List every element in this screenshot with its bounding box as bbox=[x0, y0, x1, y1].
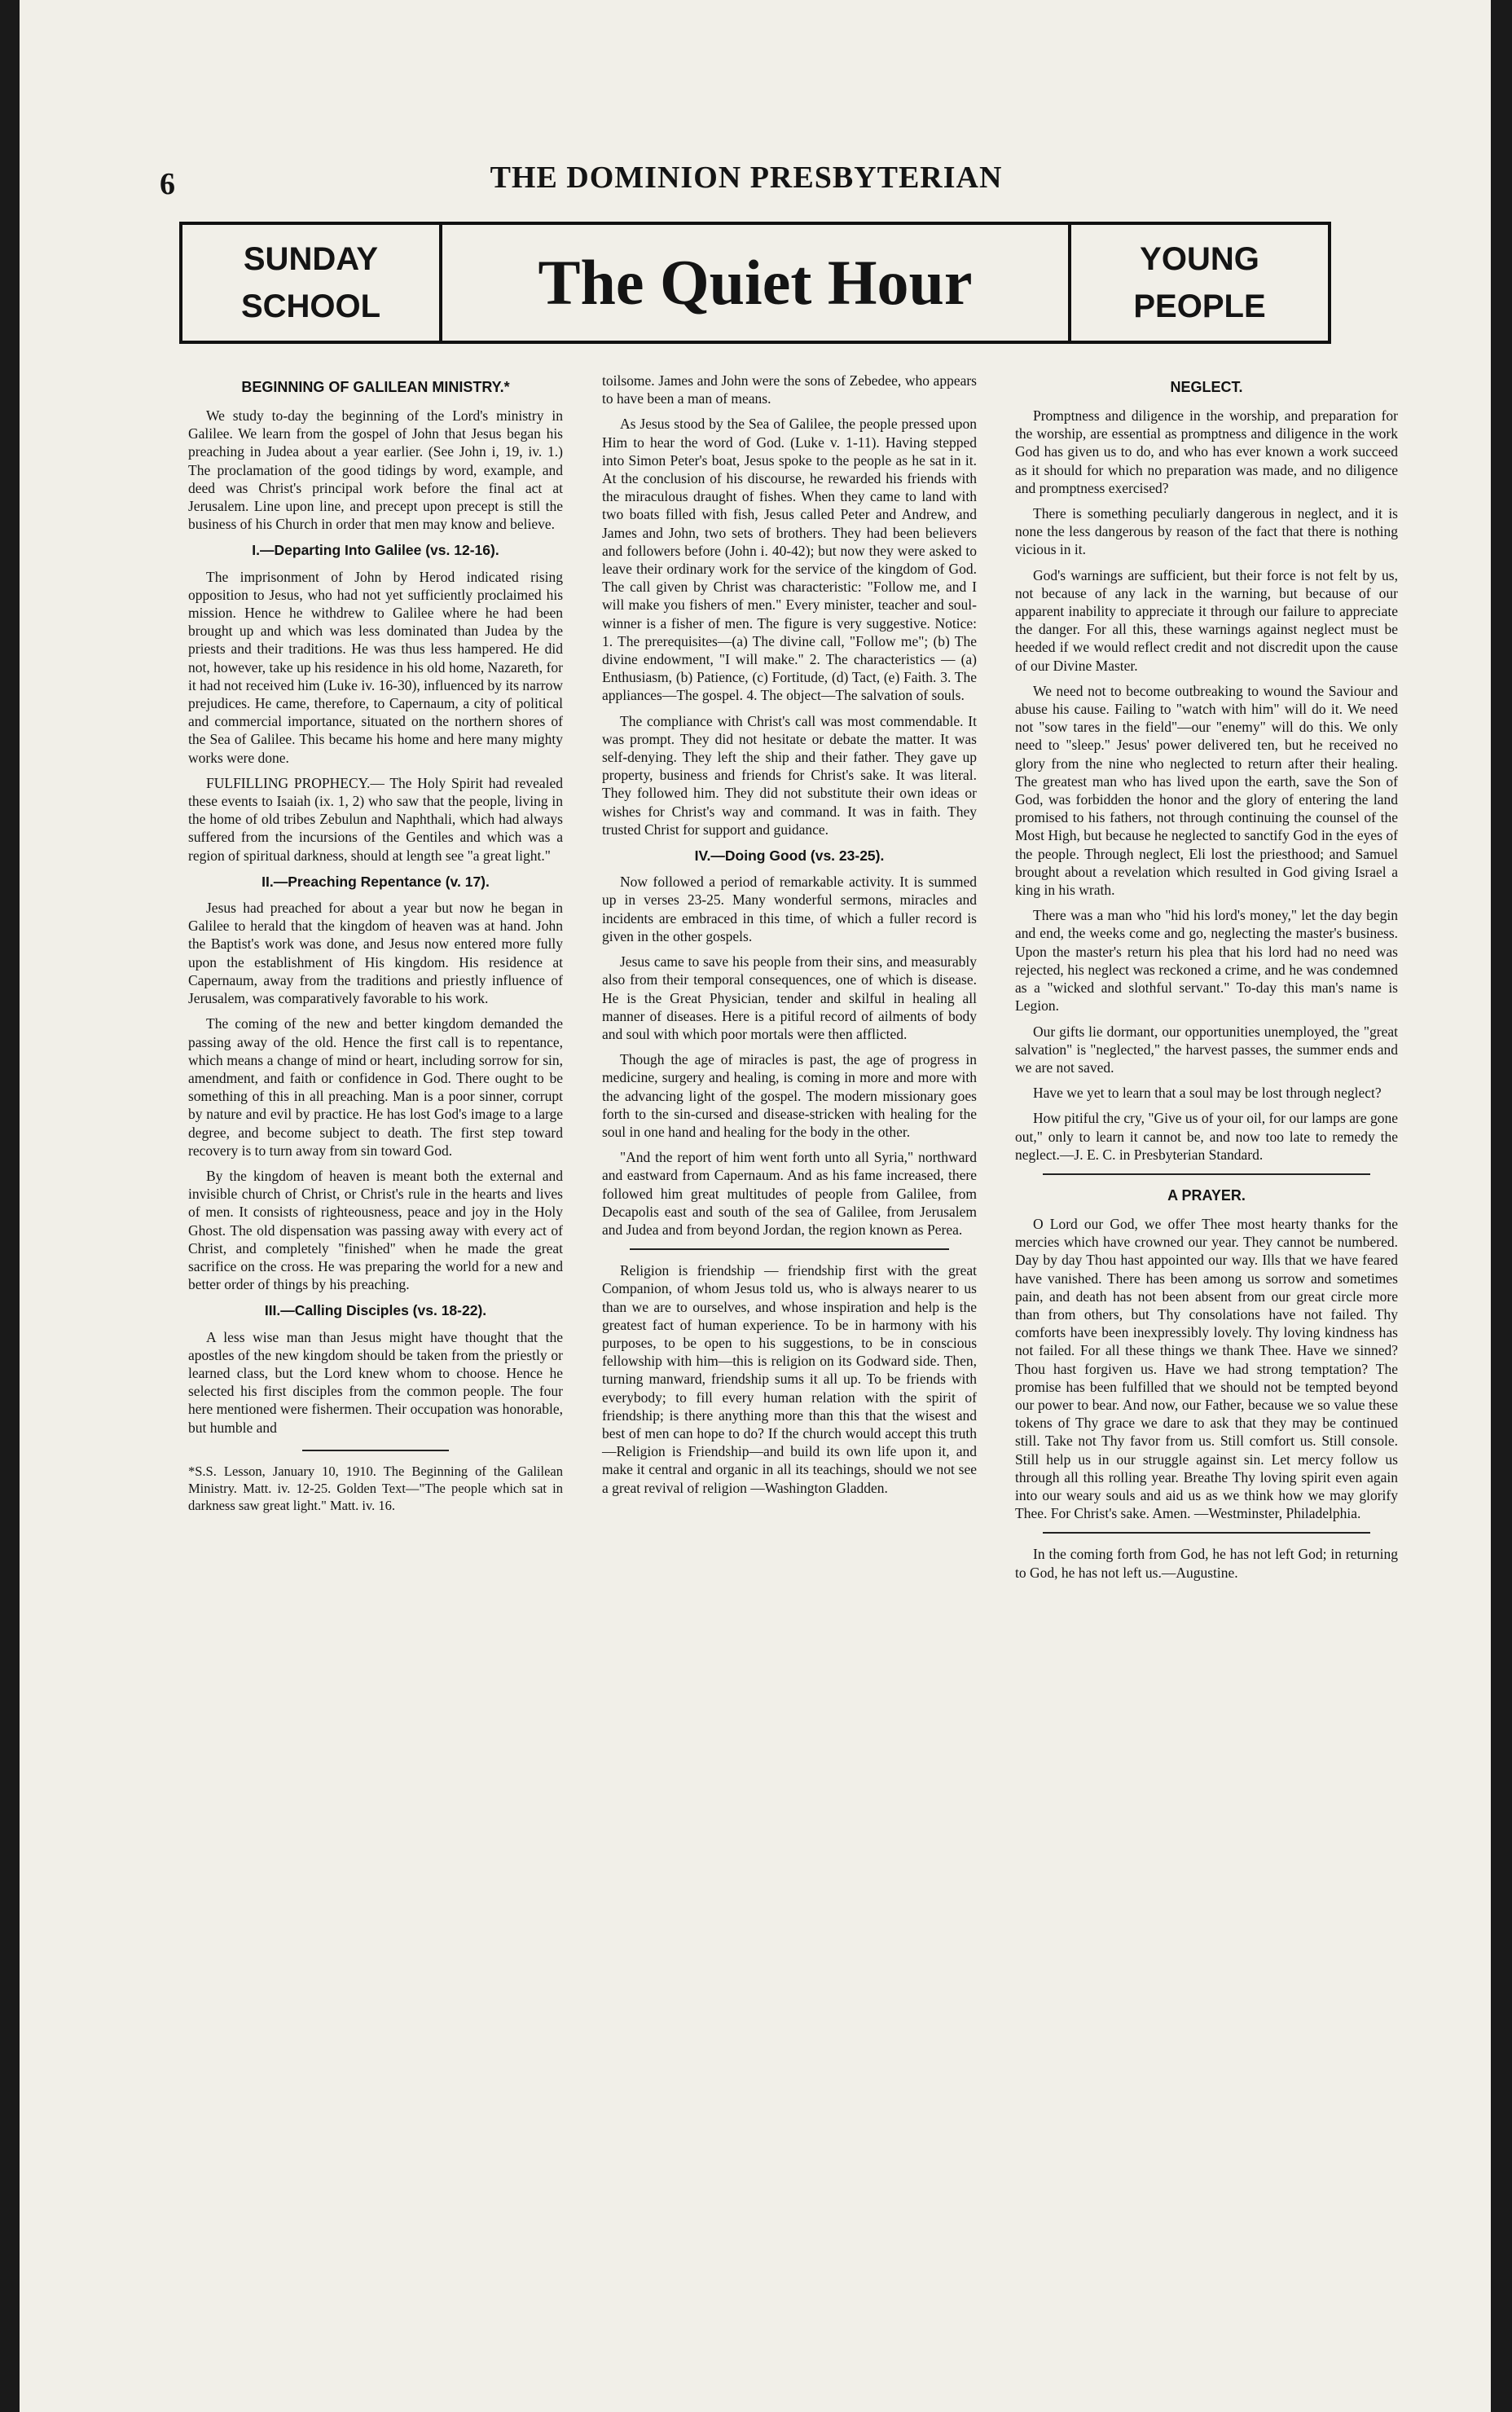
paragraph: Our gifts lie dormant, our opportunities unemployed, the "great salvation" is "neglected," the harvest passes, the summer ends and we are not saved. bbox=[1015, 1023, 1398, 1076]
subheading: III.—Calling Disciples (vs. 18-22). bbox=[264, 1302, 487, 1319]
paragraph: As Jesus stood by the Sea of Galilee, the people pressed upon Him to hear the word of God. (Luke v. 1-11). Having stepped into Simon Peter's boat, Jesus spoke to the people as he sat in it. At the conclusion of his discourse, he rewarded his friends with the miraculous draught of fishes. When they came to land with two boats filled with fish, Jesus called Peter and Andrew, and James and John, two sets of brothers. They had been believers and followers before (John i. 40-42); but now they were asked to leave their ordinary work for the service of the kingdom of God. The call given by Christ was characteristic: "Follow me, and I will make you fishers of men." Every minister, teacher and soul-winner is a fisher of men. The figure is very suggestive. Notice: 1. The prerequisites—(a) The divine call, "Follow me"; (b) The divine endowment, "I will make." 2. The characteristics — (a) Enthusiasm, (b) Patience, (c) Fortitude, (d) Tact, (e) Faith. 3. The appliances—The gospel. 4. The object—The salvation of souls. bbox=[602, 416, 977, 704]
banner-title: The Quiet Hour bbox=[538, 247, 973, 318]
divider bbox=[302, 1450, 449, 1451]
divider bbox=[630, 1248, 949, 1250]
journal-title: THE DOMINION PRESBYTERIAN bbox=[490, 161, 1003, 195]
running-head bbox=[160, 160, 1333, 205]
paragraph: By the kingdom of heaven is meant both the external and invisible church of Christ, or Christ's rule in the hearts and lives of men. It consists of righteousness, peace and joy in the Holy Ghost. The old dispensation was passing away with every act of Christ, and completely "finished" when he made the great sacrifice on the cross. He was preparing the world for a new and better order of things by his preaching. bbox=[188, 1167, 563, 1293]
paragraph: The imprisonment of John by Herod indicated rising opposition to Jesus, who had not yet sufficiently proclaimed his mission. Hence he withdrew to Galilee where he had been brought up and which was less dominated than Judea by the priests and their traditions. He was thus less hampered. He did not, however, take up his residence in his old home, Nazareth, for it had not received him (Luke iv. 16-30), influenced by its narrow prejudices. He came, therefore, to Capernaum, a city of political and commercial importance, situated on the northern shores of the Sea of Galilee. This became his home and here many mighty works were done. bbox=[188, 568, 563, 766]
paragraph: Now followed a period of remarkable activity. It is summed up in verses 23-25. Many wonderful sermons, miracles and incidents are embraced in this time, of which a fuller record is given in the other gospels. bbox=[602, 874, 977, 944]
paragraph: How pitiful the cry, "Give us of your oil, for our lamps are gone out," only to learn it cannot be, and now too late to remedy the neglect.—J. E. C. in Presbyterian Standard. bbox=[1015, 1110, 1398, 1163]
subheading: II.—Preaching Repentance (v. 17). bbox=[262, 873, 490, 890]
banner-right-line2: PEOPLE bbox=[1133, 288, 1266, 324]
paragraph: toilsome. James and John were the sons of Zebedee, who appears to have been a man of means. bbox=[602, 372, 977, 407]
paragraph: God's warnings are sufficient, but their force is not felt by us, not because of any lack in the warning, but because of our apparent inability to appreciate it through our failure to appreciate the danger. For all this, these warnings against neglect must be heeded if we would reflect credit and not discredit upon the cause of our Divine Master. bbox=[1015, 566, 1398, 674]
paragraph: The coming of the new and better kingdom demanded the passing away of the old. Hence the first call is to repentance, which means a change of mind or heart, including sorrow for sin, amendment, and faith or confidence in God. There ought to be something of this in all preaching. Man is a poor sinner, corrupt by nature and evil by practice. He has lost God's image to a large degree, and become subject to death. The first step toward recovery is to turn away from sin toward God. bbox=[188, 1015, 563, 1159]
paragraph: A less wise man than Jesus might have thought that the apostles of the new kingdom should be taken from the priestly or learned class, but the Lord knew whom to choose. Hence he selected his first disciples from the common people. The four here mentioned were fishermen. Their occupation was honorable, but humble and bbox=[188, 1328, 563, 1436]
column-1 bbox=[188, 372, 563, 1521]
banner-left-box bbox=[182, 225, 442, 341]
banner-right-line1: YOUNG bbox=[1140, 241, 1259, 277]
paragraph: Jesus had preached for about a year but now he began in Galilee to herald that the kingdom of heaven was at hand. John the Baptist's work was done, and Jesus now entered more fully upon the establishment of His kingdom. His residence at Capernaum, away from the traditions and priestly influence of Jerusalem, was comparatively favorable to his work. bbox=[188, 900, 563, 1007]
paragraph: There is something peculiarly dangerous in neglect, and it is none the less dangerous by reason of the fact that there is nothing vicious in it. bbox=[1015, 505, 1398, 558]
divider bbox=[1043, 1173, 1370, 1175]
paragraph: Though the age of miracles is past, the age of progress in medicine, surgery and healing, is coming in more and more with the advancing light of the gospel. The modern missionary goes forth to the sin-cursed and disease-stricken with healing for the soul in one hand and healing for the body in the other. bbox=[602, 1051, 977, 1140]
footnote-text: *S.S. Lesson, January 10, 1910. The Beginning of the Galilean Ministry. Matt. iv. 12-25. Golden Text—"The people which sat in darkness saw great light." Matt. iv. 16. bbox=[188, 1463, 563, 1513]
paragraph: Jesus came to save his people from their sins, and measurably also from their temporal consequences, one of which is disease. He is the Great Physician, tender and skilful in healing all manner of diseases. Here is a pitiful record of ailments of body and soul with which poor mortals were then afflicted. bbox=[602, 953, 977, 1042]
paragraph: Have we yet to learn that a soul may be lost through neglect? bbox=[1033, 1085, 1382, 1102]
paragraph: O Lord our God, we offer Thee most hearty thanks for the mercies which have crowned our year. They cannot be numbered. Day by day Thou hast appointed our way. Ills that we have feared have vanished. There has been among us sorrow and sometimes pain, and death has not been absent from our great circle more than from others, but Thy consolations have not failed. Thy comforts have been inexpressibly lovely. Thy loving kindness has not failed. For all these things we thank Thee. Have we sinned? Thou hast forgiven us. Have we had strong temptation? The promise has been fulfilled that we should not be tempted beyond our power to bear. And now, our Father, because we so value these tokens of Thy grace we dare to ask that they may be continued still. Take not Thy favor from us. Still comfort us. Still console. Still help us in our struggle against sin. Let mercy follow us through all this rolling year. Breathe Thy loving spirit even again into our weary souls and aid us as we think how we may glorify Thee. For Christ's sake. Amen. —Westminster, Philadelphia. bbox=[1015, 1215, 1398, 1522]
banner-left-line2: SCHOOL bbox=[240, 288, 381, 324]
paragraph: We need not to become outbreaking to wound the Saviour and abuse his cause. Failing to "watch with him" will do it. We need not "sow tares in the field"—our "enemy" will do this. We only need to "sleep." Jesus' power delivered ten, but he received no glory from the nine who neglected to return after their healing. The greatest man who has lived upon the earth, save the Son of God, was forbidden the honor and the glory of entering the land promised to his fathers, not through continuing the counsel of the Most High, but because he neglected to sanctify God in the eyes of the people. Through neglect, Eli lost the priesthood; and Samuel brought about a revelation which resulted in God giving Israel a king in his wrath. bbox=[1015, 682, 1398, 899]
article-heading: A PRAYER. bbox=[1167, 1186, 1246, 1204]
banner-right-box bbox=[1068, 225, 1328, 341]
banner-left-line1: SUNDAY bbox=[243, 241, 379, 277]
paragraph: The compliance with Christ's call was most commendable. It was prompt. They did not hesitate or debate the matter. It was self-denying. They left the ship and their father. They gave up property, business and friends for Christ's sake. It was literal. They followed him. They did not substitute their own ideas or wishes for Christ's way and command. It was in faith. They trusted Christ for support and guidance. bbox=[602, 712, 977, 838]
subheading: IV.—Doing Good (vs. 23-25). bbox=[694, 847, 885, 865]
newspaper-page bbox=[20, 0, 1491, 2412]
paragraph: "And the report of him went forth unto all Syria," northward and eastward from Capernaum. And as his fame increased, there followed him great multitudes of people from Galilee, from Decapolis east and south of the sea of Galilee, from Jerusalem and Judea and from beyond Jordan, the region known as Perea. bbox=[602, 1149, 977, 1238]
paragraph: Religion is friendship — friendship first with the great Companion, of whom Jesus told us, who is always nearer to us than we are to ourselves, and whose inspiration and help is the greatest fact of human experience. To be in harmony with his purposes, to be open to his suggestions, to be in conscious fellowship with him—this is religion on its Godward side. Then, turning manward, friendship sums it all up. To be friends with everybody; to fill every human relation with the spirit of friendship; is there anything more than this that the wisest and best of men can hope to do? If the church would accept this truth—Religion is Friendship—and build its own life upon it, and make it central and organic in all its teachings, should we not see a great revival of religion —Washington Gladden. bbox=[602, 1262, 977, 1496]
footnote bbox=[188, 1463, 563, 1514]
column-3 bbox=[1015, 372, 1398, 1589]
paragraph: We study to-day the beginning of the Lord's ministry in Galilee. We learn from the gospel of John that Jesus began his preaching in Judea about a year earlier. (See John i, 19, iv. 1.) The proclamation of the good tidings by word, example, and deed was Christ's principal work before the final act at Jerusalem. Line upon line, and precept upon precept is still the business of his Church in order that men may know and believe. bbox=[188, 407, 563, 533]
article-heading: NEGLECT. bbox=[1170, 379, 1243, 395]
paragraph: Promptness and diligence in the worship, and preparation for the worship, are essential as promptness and diligence in the work God has given us to do, and who has ever known a work succeed as it should for which no preparation was made, and no diligence and promptness exercised? bbox=[1015, 407, 1398, 496]
page-number: 6 bbox=[160, 167, 175, 201]
paragraph: FULFILLING PROPHECY.— The Holy Spirit had revealed these events to Isaiah (ix. 1, 2) who saw that the people, living in the home of old tribes Zebulun and Naphthali, which had always suffered from the incursions of the Gentiles and which was a region of spiritual darkness, should at length see "a great light." bbox=[188, 774, 563, 864]
divider bbox=[1043, 1532, 1370, 1534]
article-heading: BEGINNING OF GALILEAN MINISTRY.* bbox=[241, 379, 510, 395]
subheading: I.—Departing Into Galilee (vs. 12-16). bbox=[252, 542, 499, 559]
column-2 bbox=[602, 372, 977, 1504]
paragraph: There was a man who "hid his lord's money," let the day begin and end, the weeks come and go, neglecting the master's business. Upon the master's return his plea that his lord had no need was rejected, his neglect was reckoned a crime, and he was condemned as a "wicked and slothful servant." To-day this man's name is Legion. bbox=[1015, 907, 1398, 1015]
paragraph: In the coming forth from God, he has not left God; in returning to God, he has not left us.—Augustine. bbox=[1015, 1546, 1398, 1581]
section-banner bbox=[179, 222, 1331, 344]
